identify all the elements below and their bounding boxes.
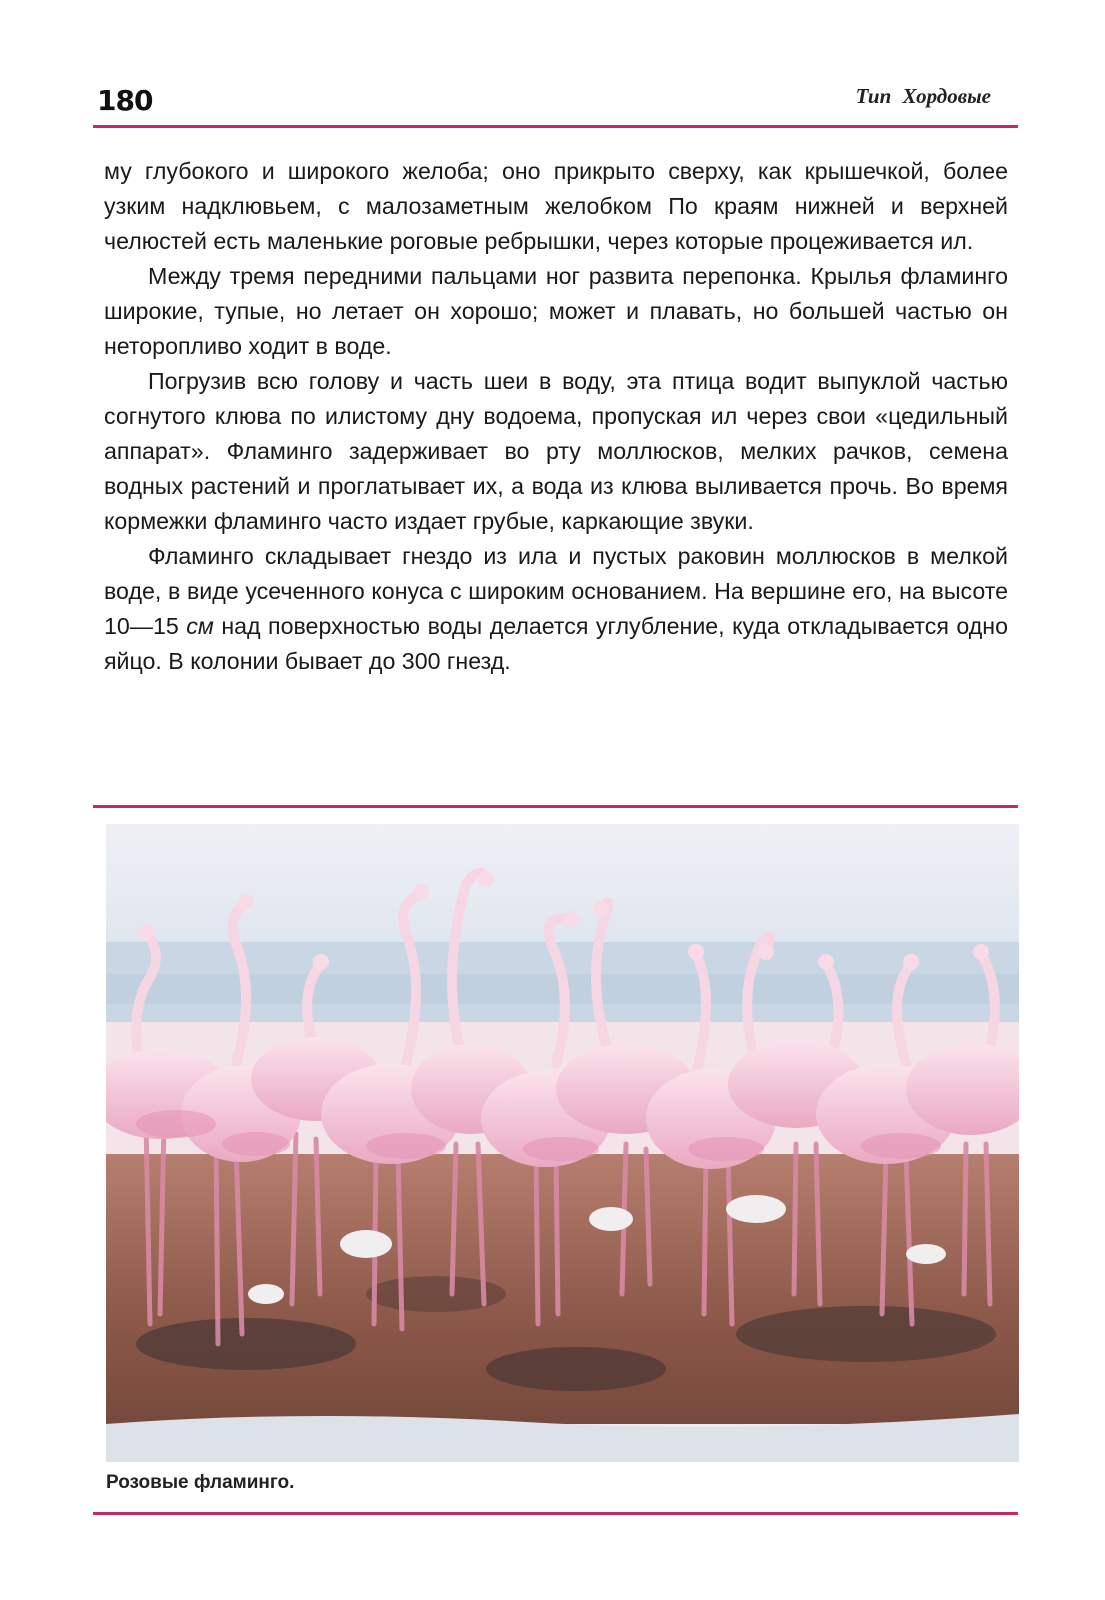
- paragraph-4-text-a: Фламинго складывает гнездо из ила и пустых раковин моллюсков в мелкой воде, в виде усеченного конуса с широким основанием. На вершине его, на высоте 10—15: [104, 543, 1008, 639]
- paragraph-4: [104, 539, 1008, 679]
- paragraph-4-text-b: над поверхностью воды делается углубление, куда откладывается одно яйцо. В колонии бывает до 300 гнезд.: [104, 613, 1009, 674]
- running-head: Тип Хордовые: [855, 84, 991, 108]
- paragraph-2: Между тремя передними пальцами ног развита перепонка. Крылья фламинго широкие, тупые, но летает он хорошо; может и плавать, но большей частью он неторопливо ходит в воде.: [104, 263, 1008, 359]
- flamingo-illustration: [106, 824, 1019, 1462]
- body-text: [104, 154, 1008, 679]
- bottom-rule: [93, 1512, 1018, 1515]
- figure-top-rule: [93, 805, 1018, 808]
- figure-caption: Розовые фламинго.: [106, 1472, 295, 1493]
- unit-cm: см: [186, 613, 214, 639]
- header-rule: [93, 125, 1018, 128]
- paragraph-1: му глубокого и широкого желоба; оно прикрыто сверху, как крышечкой, более узким надклювьем, с малозаметным желобком По краям нижней и верхней челюстей есть маленькие роговые ребрышки, через которые процеживается ил.: [104, 158, 1008, 254]
- flamingo-photo: [106, 824, 1019, 1462]
- paragraph-3: Погрузив всю голову и часть шеи в воду, эта птица водит выпуклой частью согнутого клюва по илистому дну водоема, пропуская ил через свои «цедильный аппарат». Фламинго задерживает во рту моллюсков, мелких рачков, семена водных растений и проглатывает их, а вода из клюва выливается прочь. Во время кормежки фламинго часто издает грубые, каркающие звуки.: [104, 368, 1008, 534]
- page-number: 180: [97, 84, 153, 117]
